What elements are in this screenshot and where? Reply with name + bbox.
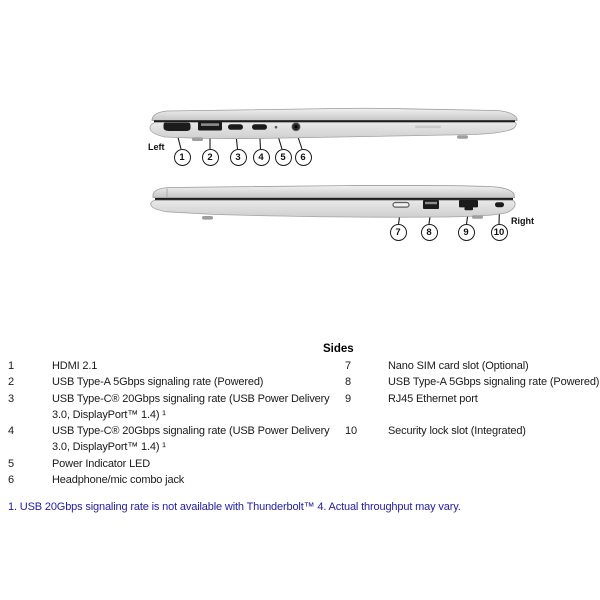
- usb-a-port: [198, 122, 222, 131]
- legend-desc-1: HDMI 2.1: [52, 360, 98, 372]
- left-side-view-figure: [145, 103, 545, 175]
- legend-num-5: 5: [8, 457, 14, 470]
- legend-desc-9: RJ45 Ethernet port: [388, 392, 478, 405]
- usb-c-port-1: [228, 124, 243, 130]
- legend-num-4: 4: [8, 425, 14, 438]
- left-side-label: Left: [148, 142, 165, 152]
- legend-num-7: 7: [345, 360, 351, 372]
- legend-num-1: 1: [8, 360, 14, 372]
- callout-6: 6: [295, 149, 312, 166]
- callout-1: 1: [174, 149, 191, 166]
- legend-desc-6: Headphone/mic combo jack: [52, 474, 185, 487]
- power-indicator-led: [275, 126, 278, 129]
- laptop-lid: [152, 108, 517, 120]
- footnote: 1. USB 20Gbps signaling rate is not available with Thunderbolt™ 4. Actual throughput may vary.: [8, 501, 461, 513]
- callout-4: 4: [253, 149, 270, 166]
- legend-num-10: 10: [345, 425, 357, 438]
- legend-num-6: 6: [8, 474, 14, 487]
- rubber-foot-front: [192, 137, 203, 141]
- nano-sim-card-slot: [393, 203, 409, 208]
- callout-9: 9: [458, 224, 475, 241]
- legend-num-9: 9: [345, 392, 351, 405]
- legend-num-3: 3: [8, 392, 14, 405]
- legend-desc-2: USB Type-A 5Gbps signaling rate (Powered): [52, 376, 264, 389]
- callout-10: 10: [491, 224, 508, 241]
- legend-desc-4: USB Type-C® 20Gbps signaling rate (USB Power Delivery 3.0, DisplayPort™ 1.4) ¹: [52, 425, 330, 454]
- sides-heading: Sides: [323, 343, 354, 355]
- legend-desc-5: Power Indicator LED: [52, 457, 151, 470]
- hdmi-port: [164, 123, 191, 132]
- rubber-foot-rear: [202, 216, 213, 220]
- rubber-foot-front: [472, 215, 483, 219]
- usb-c-port-2: [252, 124, 267, 130]
- usb-a-port: [423, 200, 439, 209]
- callout-7: 7: [390, 224, 407, 241]
- legend-desc-7: Nano SIM card slot (Optional): [388, 360, 529, 372]
- brand-marking: [415, 126, 441, 129]
- legend-num-2: 2: [8, 376, 14, 389]
- legend-desc-3: USB Type-C® 20Gbps signaling rate (USB Power Delivery 3.0, DisplayPort™ 1.4) ¹: [52, 392, 330, 421]
- rubber-foot-rear: [457, 135, 468, 139]
- legend-desc-8: USB Type-A 5Gbps signaling rate (Powered): [388, 376, 600, 389]
- right-laptop-illustration: [145, 180, 555, 252]
- laptop-lid: [153, 185, 515, 197]
- security-lock-slot: [495, 202, 504, 207]
- right-side-view-figure: [145, 180, 555, 252]
- callout-5: 5: [275, 149, 292, 166]
- legend-table: [0, 358, 600, 488]
- headphone-jack: [292, 123, 300, 131]
- legend-desc-10: Security lock slot (Integrated): [388, 425, 526, 438]
- callout-8: 8: [421, 224, 438, 241]
- legend-num-8: 8: [345, 376, 351, 389]
- callout-2: 2: [202, 149, 219, 166]
- right-side-label: Right: [511, 216, 534, 226]
- callout-3: 3: [230, 149, 247, 166]
